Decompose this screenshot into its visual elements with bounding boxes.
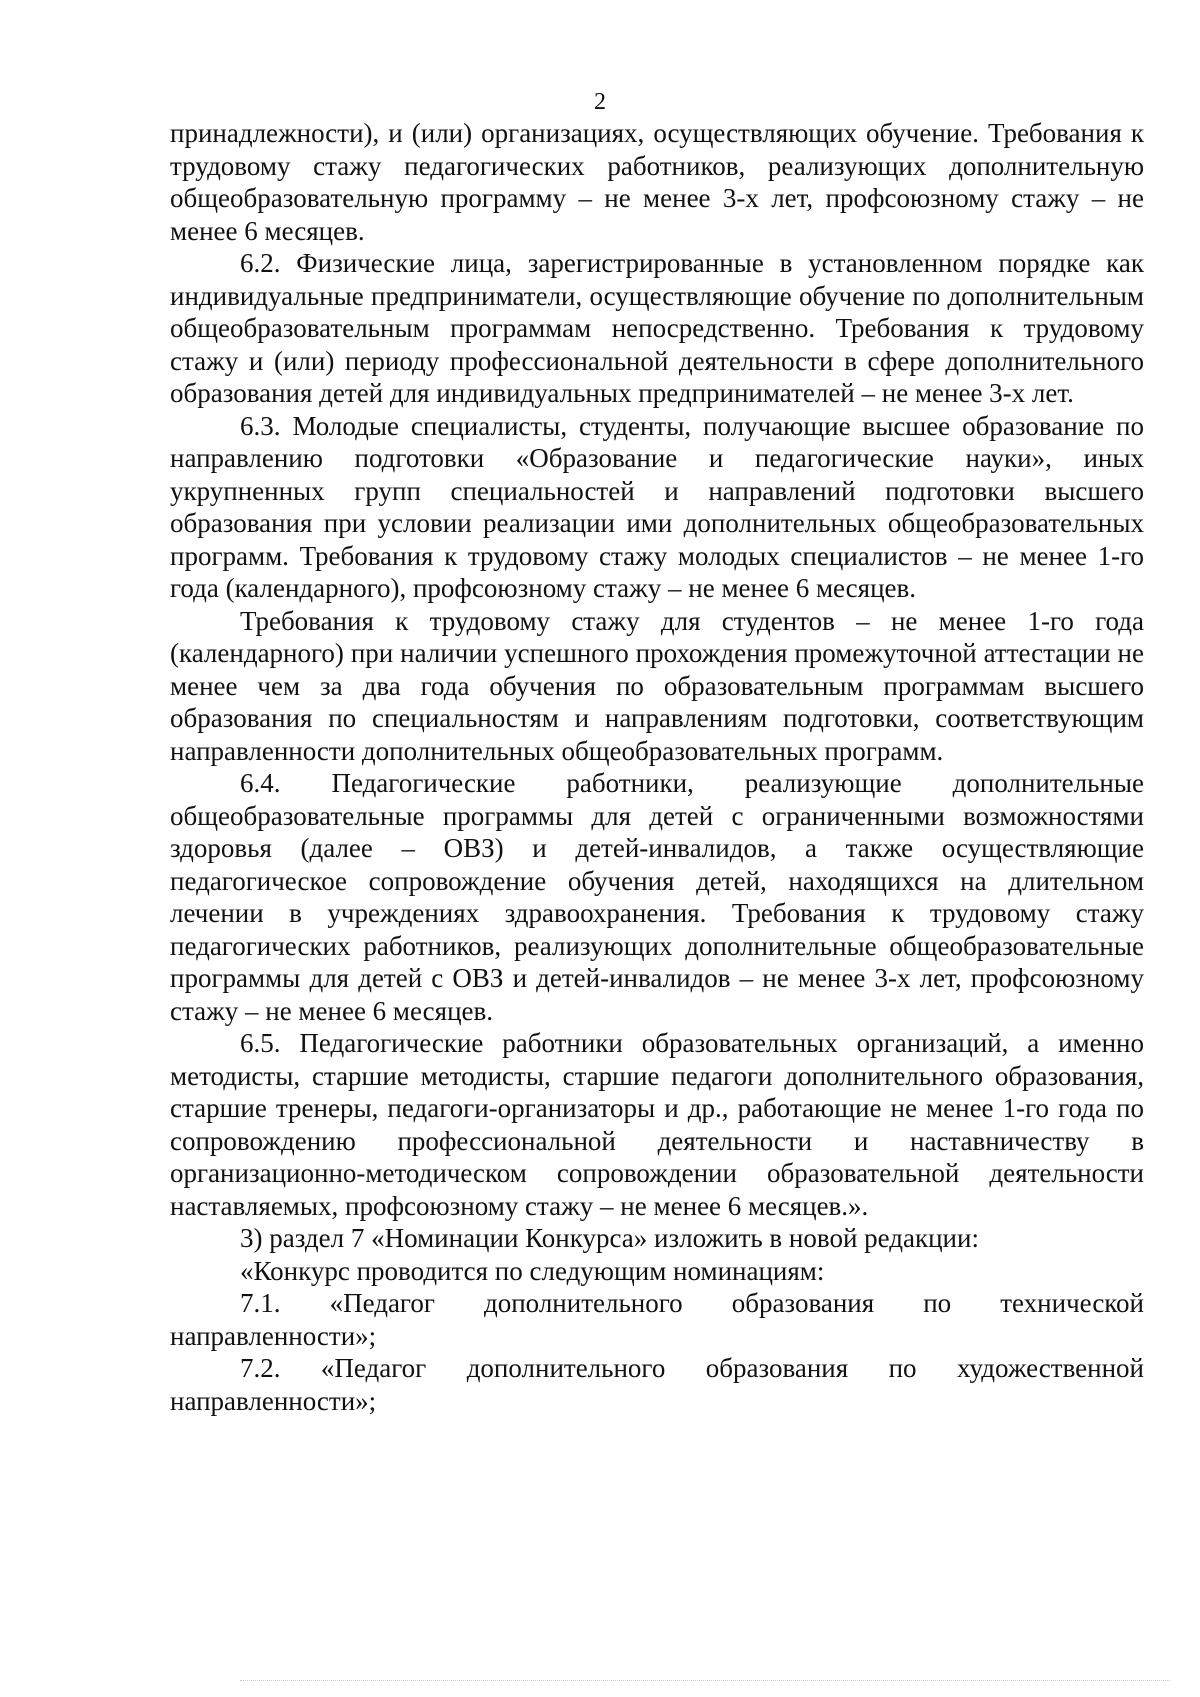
paragraph-6-2: 6.2. Физические лица, зарегистрированные в установленном порядке как индивидуальные предприниматели, осуществляющие обучение по дополнительным общеобразовательным программам непосредственно. Требования к трудовому стажу и (или) периоду профессиональной деятельности в сфере дополнительного образования детей для индивидуальных предпринимателей – не менее 3-х лет. — [170, 248, 1144, 408]
paragraph-continuation: принадлежности), и (или) организациях, осуществляющих обучение. Требования к трудовому стажу педагогических работников, реализующих дополнительную общеобразовательную программу – не менее 3-х лет, профсоюзному стажу – не менее 6 месяцев. — [170, 118, 1144, 246]
paragraph-6-3: 6.3. Молодые специалисты, студенты, получающие высшее образование по направлению подготовки «Образование и педагогические науки», иных укрупненных групп специальностей и направлений подготовки высшего образования при условии реализации ими дополнительных общеобразовательных программ. Требования к трудовому стажу молодых специалистов – не менее 1-го года (календарного), профсоюзному стажу – не менее 6 месяцев. — [170, 410, 1144, 603]
page-number: 2 — [594, 89, 606, 115]
paragraph-students-requirements: Требования к трудовому стажу для студентов – не менее 1-го года (календарного) при наличии успешного прохождения промежуточной аттестации не менее чем за два года обучения по образовательным программам высшего образования по специальностям и направлениям подготовки, соответствующим направленности дополнительных общеобразовательных программ. — [170, 605, 1144, 766]
paragraph-7-2: 7.2. «Педагог дополнительного образования по художественной направленности»; — [170, 1353, 1144, 1416]
paragraph-contest-nominations-intro: «Конкурс проводится по следующим номинациям: — [240, 1255, 825, 1286]
document-body — [170, 117, 1144, 1417]
paragraph-section-7-amendment: 3) раздел 7 «Номинации Конкурса» изложить в новой редакции: — [240, 1223, 979, 1253]
paragraph-6-4: 6.4. Педагогические работники, реализующие дополнительные общеобразовательные программы для детей с ограниченными возможностями здоровья (далее – ОВЗ) и детей-инвалидов, а также осуществляющие педагогическое сопровождение обучения детей, находящихся на длительном лечении в учреждениях здравоохранения. Требования к трудовому стажу педагогических работников, реализующих дополнительные общеобразовательные программы для детей с ОВЗ и детей-инвалидов – не менее 3-х лет, профсоюзному стажу – не менее 6 месяцев. — [170, 768, 1144, 1026]
scan-edge-divider — [240, 1680, 1170, 1681]
paragraph-7-1: 7.1. «Педагог дополнительного образования по технической направленности»; — [170, 1288, 1144, 1351]
paragraph-6-5: 6.5. Педагогические работники образовательных организаций, а именно методисты, старшие методисты, старшие педагоги дополнительного образования, старшие тренеры, педагоги-организаторы и др., работающие не менее 1-го года по сопровождению профессиональной деятельности и наставничеству в организационно-методическом сопровождении образовательной деятельности наставляемых, профсоюзному стажу – не менее 6 месяцев.». — [170, 1028, 1144, 1221]
